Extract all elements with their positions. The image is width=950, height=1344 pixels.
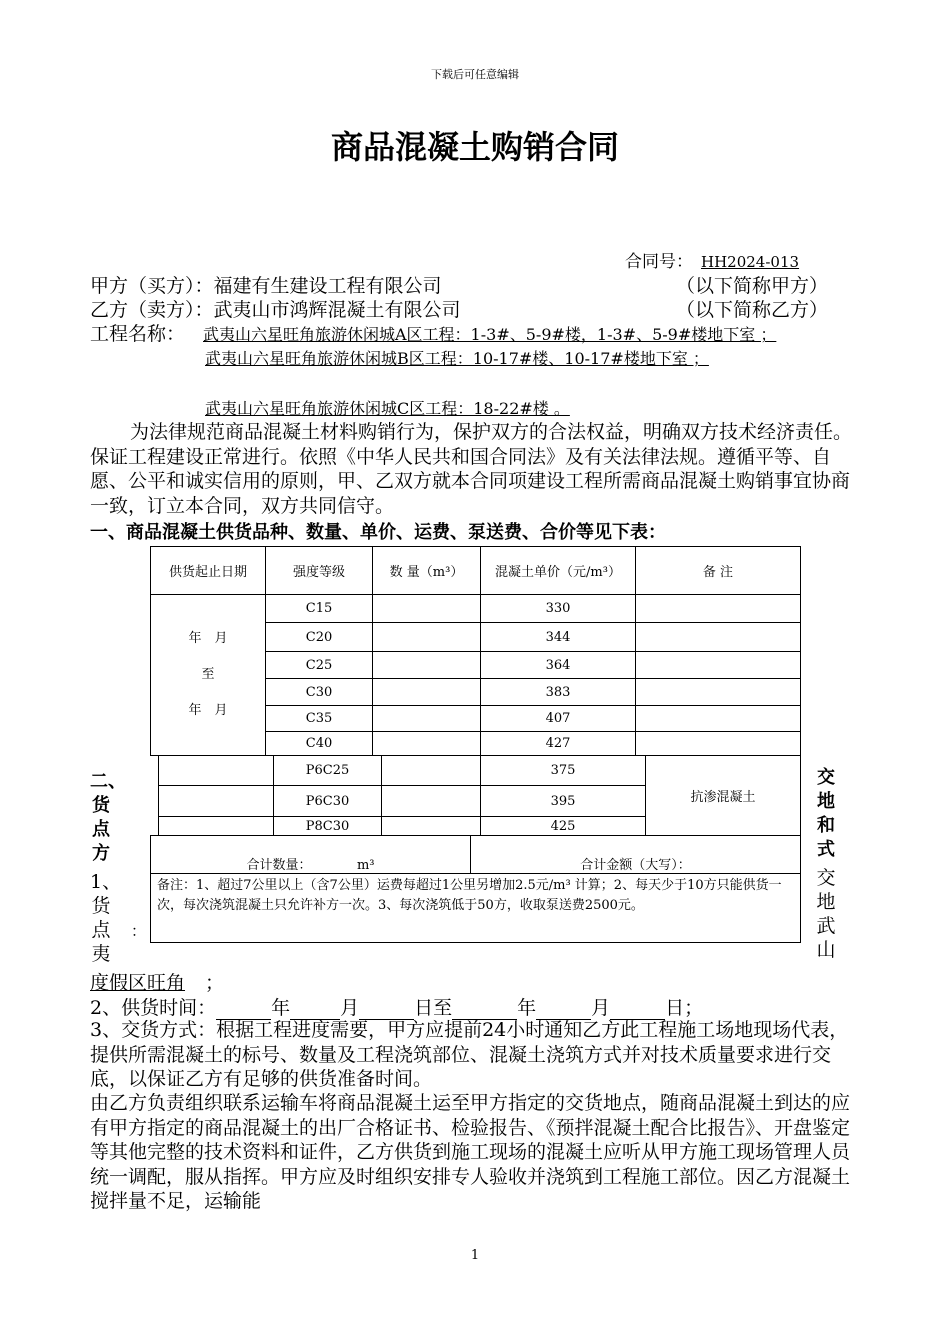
price: 407 [481,706,636,732]
year-blank-2[interactable] [452,997,517,1020]
price: 330 [481,595,636,623]
note [636,595,801,623]
price: 383 [481,679,636,706]
blank [159,817,274,836]
party-b: 乙方（卖方）：武夷山市鸿辉混凝土有限公司 [90,299,461,321]
qty [382,786,481,817]
item-2-supply-time [90,993,703,1020]
y2: 年 [517,997,537,1019]
totals-table [150,835,801,943]
qty [373,732,481,756]
location-tail [90,968,224,995]
date-start: 年 月 [188,631,228,646]
item-1-vertical: 1、货点夷 [90,871,122,965]
contract-number-label: 合同号： [625,252,693,272]
qty [373,652,481,679]
item-2-label: 2、供货时间： [90,997,217,1019]
header-date: 供货起止日期 [151,547,266,595]
impermeable-note: 抗渗混凝土 [646,756,801,836]
price-table [150,546,801,756]
header-grade: 强度等级 [266,547,373,595]
m2: 月 [591,997,611,1019]
date-to: 至 [201,667,215,682]
m1: 月 [340,997,360,1019]
qty [373,679,481,706]
qty [373,706,481,732]
header-qty: 数 量（m³） [373,547,481,595]
date-cell [151,595,266,756]
grade: P6C25 [274,756,382,786]
location-text: 度假区旺角 [90,972,186,994]
qty [373,595,481,623]
qty [373,623,481,652]
grade: P6C30 [274,786,382,817]
grade: C30 [266,679,373,706]
section-1-heading: 一、商品混凝土供货品种、数量、单价、运费、泵送费、合价等见下表： [90,522,666,543]
total-amount: 合计金额（大写）： [471,836,801,874]
month-blank[interactable] [290,997,340,1020]
day-blank[interactable] [359,997,414,1020]
project-label: 工程名称： [90,323,186,345]
section-2-vertical: 二、货点方 [90,771,126,864]
date-end: 年 月 [188,703,228,718]
grade: C40 [266,732,373,756]
price: 395 [481,786,646,817]
d1: 日至 [414,997,453,1019]
price: 344 [481,623,636,652]
note [636,623,801,652]
right-vertical-bold: 交地和式 [817,767,835,860]
page-number: 1 [470,1248,480,1263]
right-vertical: 交地武山 [816,867,836,961]
month-blank-2[interactable] [536,997,591,1020]
colon: ： [131,922,147,940]
contract-number-value: HH2024-013 [701,253,800,271]
project-line-b: 武夷山六星旺角旅游休闲城B区工程：10-17#楼、10-17#楼地下室 ； [205,349,709,368]
header-price: 混凝土单价（元/m³） [481,547,636,595]
year-blank[interactable] [216,997,271,1020]
price: 375 [481,756,646,786]
delivery-paragraph: 由乙方负责组织联系运输车将商品混凝土运至甲方指定的交货地点，随商品混凝土到达的应有甲方指定的商品混凝土的出厂合格证书、检验报告、《预拌混凝土配合比报告》、开盘鉴定等其他完整的技术资料和证件，乙方供货到施工现场的混凝土应听从甲方施工现场管理人员统一调配，服从指挥。甲方应及时组织安排专人验收并浇筑到工程施工部位。因乙方混凝土搅拌量不足，运输能 [90,1092,851,1212]
party-b-alias: （以下简称乙方） [676,299,829,321]
intro-paragraph: 为法律规范商品混凝土材料购销行为，保护双方的合法权益，明确双方技术经济责任。保证工程建设正常进行。依照《中华人民共和国合同法》及有关法律法规。遵循平等、自愿、公平和诚实信用的原则，甲、乙双方就本合同项建设工程所需商品混凝土购销事宜协商一致，订立本合同，双方共同信守。 [90,421,853,517]
header-note: 备 注 [636,547,801,595]
party-a: 甲方（买方）：福建有生建设工程有限公司 [90,275,442,297]
project-line-c: 武夷山六星旺角旅游休闲城C区工程：18-22#楼 。 [205,399,570,418]
total-quantity: 合计数量： m³ [151,836,471,874]
grade: C35 [266,706,373,732]
note [636,706,801,732]
blank [159,756,274,786]
price: 425 [481,817,646,836]
price: 427 [481,732,636,756]
qty [382,756,481,786]
project-line-a: 武夷山六星旺角旅游休闲城A区工程：1-3#、5-9#楼，1-3#、5-9#楼地下室 ； [203,325,777,344]
qty [382,817,481,836]
contract-number [625,247,813,272]
grade: C25 [266,652,373,679]
notes-cell: 备注：1、超过7公里以上（含7公里）运费每超过1公里另增加2.5元/m³ 计算；2、每天少于10方只能供货一次，每次浇筑混凝土只允许补方一次。3、每次浇筑低于50方，收取泵送费2500元。 [151,874,801,943]
item-3-delivery: 3、交货方式：根据工程进度需要，甲方应提前24小时通知乙方此工程施工场地现场代表，提供所需混凝土的标号、数量及工程浇筑部位、混凝土浇筑方式并对技术质量要求进行交底，以保证乙方有足够的供货准备时间。 [90,1019,849,1090]
note [636,679,801,706]
y1: 年 [271,997,291,1019]
header-note: 下载后可任意编辑 [431,68,519,81]
grade: P8C30 [274,817,382,836]
d2: 日； [665,997,704,1019]
location-end: ； [205,972,225,994]
party-a-alias: （以下简称甲方） [676,275,829,297]
price: 364 [481,652,636,679]
note [636,732,801,756]
impermeable-table [158,755,801,836]
grade: C20 [266,623,373,652]
note [636,652,801,679]
blank [159,786,274,817]
day-blank-2[interactable] [610,997,665,1020]
grade: C15 [266,595,373,623]
document-title: 商品混凝土购销合同 [330,128,619,166]
